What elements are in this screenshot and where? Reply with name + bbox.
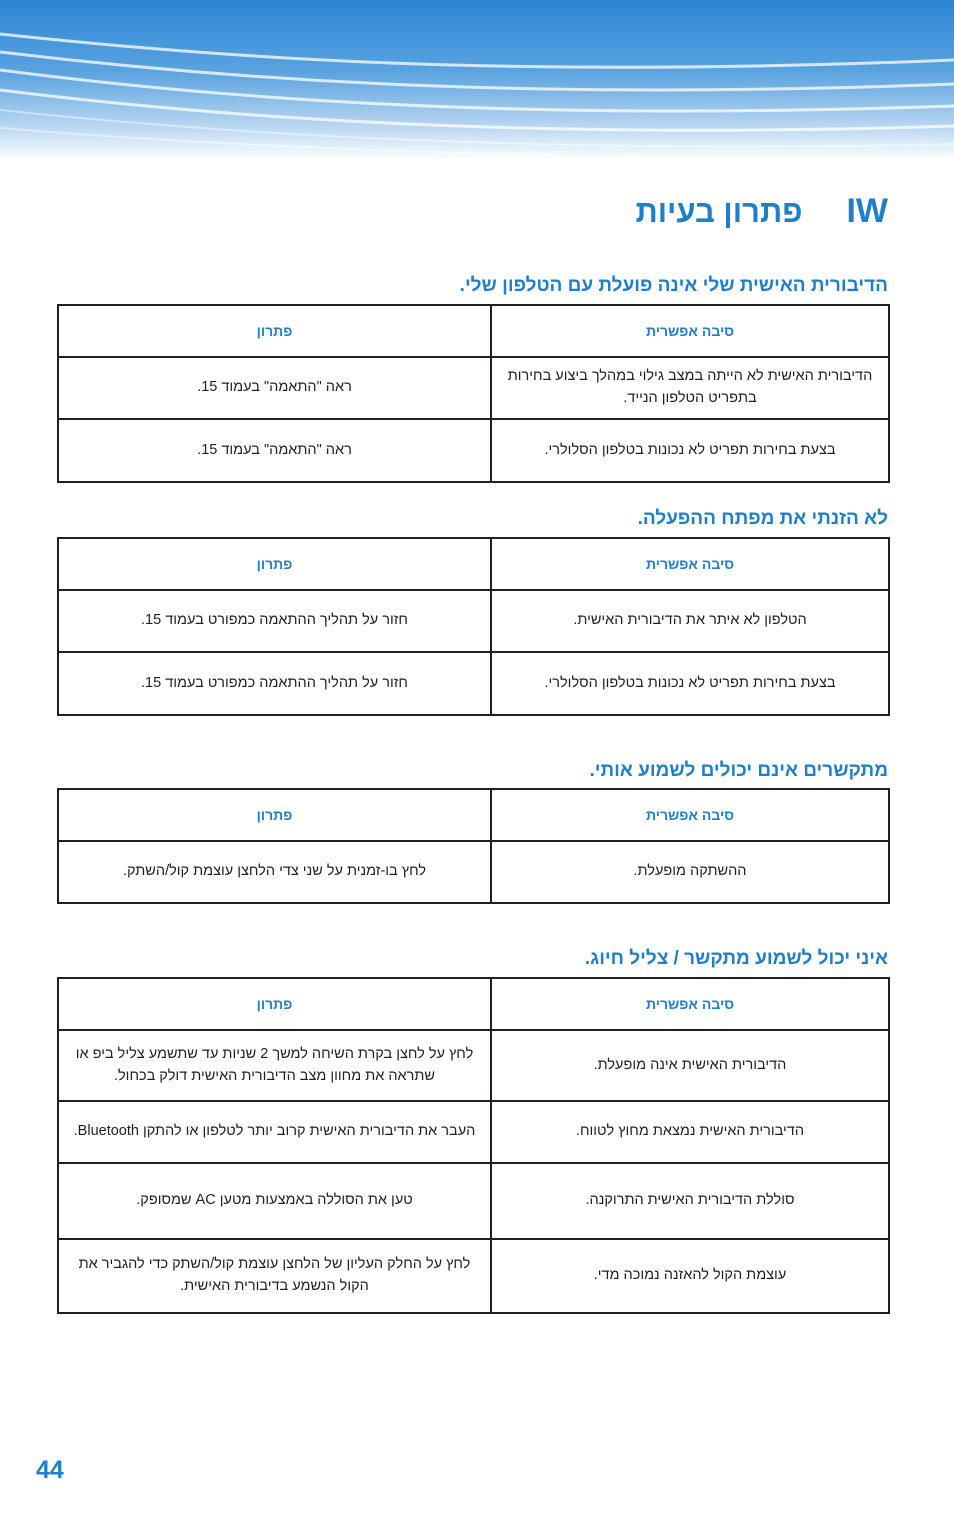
- troubleshoot-table-3: [57, 788, 890, 904]
- cause-cell: עוצמת הקול להאזנה נמוכה מדי.: [491, 1239, 889, 1313]
- column-header-solution: פתרון: [58, 538, 491, 590]
- column-header-solution: פתרון: [58, 978, 491, 1030]
- cause-cell: בצעת בחירות תפריט לא נכונות בטלפון הסלולרי.: [491, 419, 889, 482]
- page-number: 44: [36, 1456, 64, 1484]
- table-row: [58, 652, 889, 715]
- cause-cell: בצעת בחירות תפריט לא נכונות בטלפון הסלולרי.: [491, 652, 889, 715]
- cause-cell: סוללת הדיבורית האישית התרוקנה.: [491, 1163, 889, 1239]
- troubleshoot-table-4: [57, 977, 890, 1314]
- solution-cell: חזור על תהליך ההתאמה כמפורט בעמוד 15.: [58, 652, 491, 715]
- solution-cell: לחץ בו-זמנית על שני צדי הלחצן עוצמת קול/השתק.: [58, 841, 491, 903]
- table-header-row: [58, 305, 889, 357]
- solution-cell: טען את הסוללה באמצעות מטען AC שמסופק.: [58, 1163, 491, 1239]
- section-heading-2: לא הזנתי את מפתח ההפעלה.: [637, 508, 888, 529]
- section-heading-1: הדיבורית האישית שלי אינה פועלת עם הטלפון שלי.: [459, 275, 888, 296]
- solution-cell: ראה "התאמה" בעמוד 15.: [58, 419, 491, 482]
- column-header-cause: סיבה אפשרית: [491, 538, 889, 590]
- table-row: [58, 1163, 889, 1239]
- table-row: [58, 1030, 889, 1101]
- column-header-solution: פתרון: [58, 789, 491, 841]
- solution-cell: העבר את הדיבורית האישית קרוב יותר לטלפון או להתקן Bluetooth.: [58, 1101, 491, 1163]
- chapter-title: פתרון בעיות: [635, 194, 803, 229]
- cause-cell: הדיבורית האישית לא הייתה במצב גילוי במהלך ביצוע בחירות בתפריט הטלפון הנייד.: [491, 357, 889, 419]
- troubleshoot-table-1: [57, 304, 890, 483]
- solution-cell: לחץ על לחצן בקרת השיחה למשך 2 שניות עד שתשמע צליל ביפ או שתראה את מחוון מצב הדיבורית האישית דולק בכחול.: [58, 1030, 491, 1101]
- cause-cell: ההשתקה מופעלת.: [491, 841, 889, 903]
- table-row: [58, 419, 889, 482]
- table-row: [58, 357, 889, 419]
- section-heading-4: איני יכול לשמוע מתקשר / צליל חיוג.: [584, 948, 888, 969]
- table-row: [58, 590, 889, 652]
- column-header-solution: פתרון: [58, 305, 491, 357]
- solution-cell: לחץ על החלק העליון של הלחצן עוצמת קול/השתק כדי להגביר את הקול הנשמע בדיבורית האישית.: [58, 1239, 491, 1313]
- solution-cell: חזור על תהליך ההתאמה כמפורט בעמוד 15.: [58, 590, 491, 652]
- table-header-row: [58, 978, 889, 1030]
- wave-graphic: [0, 0, 954, 160]
- table-row: [58, 1239, 889, 1313]
- section-heading-3: מתקשרים אינם יכולים לשמוע אותי.: [589, 760, 888, 781]
- header-wave-band: [0, 0, 954, 160]
- column-header-cause: סיבה אפשרית: [491, 789, 889, 841]
- table-row: [58, 1101, 889, 1163]
- table-row: [58, 841, 889, 903]
- page-title: [635, 192, 888, 231]
- solution-cell: ראה "התאמה" בעמוד 15.: [58, 357, 491, 419]
- cause-cell: הדיבורית האישית אינה מופעלת.: [491, 1030, 889, 1101]
- cause-cell: הטלפון לא איתר את הדיבורית האישית.: [491, 590, 889, 652]
- troubleshoot-table-2: [57, 537, 890, 716]
- chapter-code: IW: [846, 192, 888, 230]
- column-header-cause: סיבה אפשרית: [491, 305, 889, 357]
- column-header-cause: סיבה אפשרית: [491, 978, 889, 1030]
- table-header-row: [58, 538, 889, 590]
- table-header-row: [58, 789, 889, 841]
- cause-cell: הדיבורית האישית נמצאת מחוץ לטווח.: [491, 1101, 889, 1163]
